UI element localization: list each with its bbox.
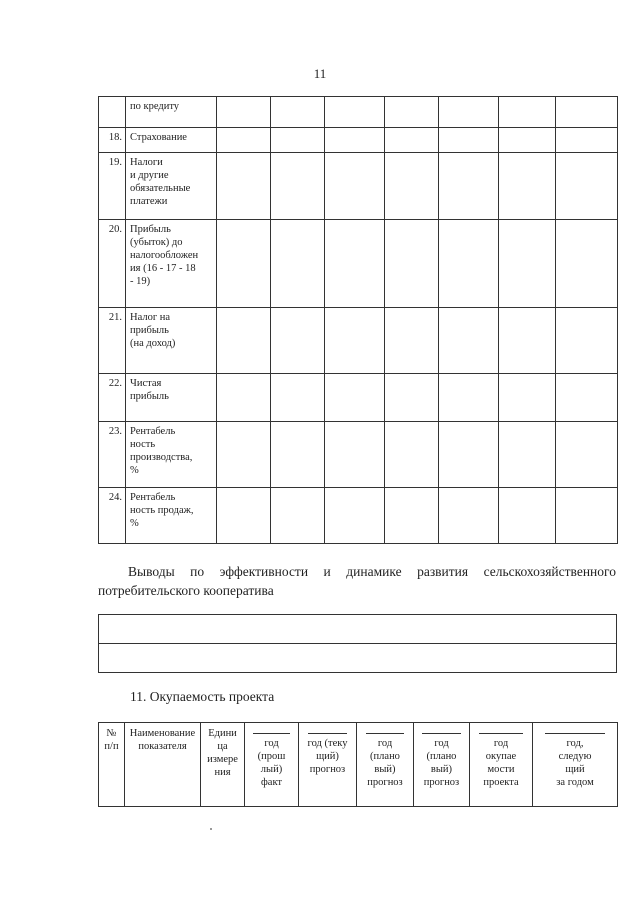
- row-number: 23.: [99, 422, 126, 488]
- header-label: год (плано вый) прогноз: [367, 738, 403, 788]
- page-number: 11: [313, 66, 327, 81]
- value-cell[interactable]: [556, 488, 618, 544]
- header-label: год (плано вый) прогноз: [423, 738, 460, 788]
- value-cell[interactable]: [271, 374, 325, 422]
- value-cell[interactable]: [499, 153, 556, 220]
- value-cell[interactable]: [439, 308, 499, 374]
- table-row: [99, 97, 618, 128]
- value-cell[interactable]: [325, 220, 385, 308]
- header-label: год (теку щий) прогноз: [307, 738, 348, 775]
- value-cell[interactable]: [385, 97, 439, 128]
- value-cell[interactable]: [499, 128, 556, 153]
- value-cell[interactable]: [217, 220, 271, 308]
- header-label: Едини ца измере ния: [207, 728, 238, 778]
- conclusions-text: [98, 562, 616, 600]
- indicator-name: Чистая прибыль: [126, 374, 217, 422]
- value-cell[interactable]: [217, 422, 271, 488]
- conclusions-line-2: потребительского кооператива: [98, 583, 274, 598]
- value-cell[interactable]: [217, 153, 271, 220]
- value-cell[interactable]: [325, 308, 385, 374]
- value-cell[interactable]: [325, 153, 385, 220]
- scan-speck: [210, 828, 212, 830]
- value-cell[interactable]: [271, 422, 325, 488]
- year-fill-line[interactable]: [479, 733, 522, 734]
- table-row: [99, 374, 618, 422]
- value-cell[interactable]: [499, 422, 556, 488]
- value-cell[interactable]: [556, 308, 618, 374]
- indicator-name: Страхование: [126, 128, 217, 153]
- value-cell[interactable]: [556, 153, 618, 220]
- value-cell[interactable]: [499, 488, 556, 544]
- header-cell: [99, 723, 125, 807]
- header-cell: [414, 723, 470, 807]
- value-cell[interactable]: [499, 97, 556, 128]
- value-cell[interactable]: [385, 488, 439, 544]
- header-cell: [245, 723, 299, 807]
- value-cell[interactable]: [439, 488, 499, 544]
- value-cell[interactable]: [271, 97, 325, 128]
- value-cell[interactable]: [439, 422, 499, 488]
- year-fill-line[interactable]: [422, 733, 460, 734]
- value-cell[interactable]: [439, 128, 499, 153]
- conclusions-blank-lines: [98, 614, 617, 673]
- conclusions-line-1: Выводы по эффективности и динамике развития сельскохозяйственного: [128, 564, 616, 579]
- value-cell[interactable]: [271, 488, 325, 544]
- value-cell[interactable]: [556, 374, 618, 422]
- header-cell: [299, 723, 357, 807]
- header-cell: [357, 723, 414, 807]
- value-cell[interactable]: [556, 128, 618, 153]
- row-number: 18.: [99, 128, 126, 153]
- section-heading: 11. Окупаемость проекта: [130, 689, 275, 704]
- value-cell[interactable]: [385, 422, 439, 488]
- header-cell: [125, 723, 201, 807]
- value-cell[interactable]: [271, 220, 325, 308]
- row-number: 24.: [99, 488, 126, 544]
- table-row: [99, 153, 618, 220]
- indicator-name: Прибыль (убыток) до налогообложен ия (16 - 17 - 18 - 19): [126, 220, 217, 308]
- value-cell[interactable]: [439, 220, 499, 308]
- value-cell[interactable]: [217, 97, 271, 128]
- value-cell[interactable]: [217, 488, 271, 544]
- row-number: 20.: [99, 220, 126, 308]
- year-fill-line[interactable]: [545, 733, 604, 734]
- value-cell[interactable]: [385, 374, 439, 422]
- value-cell[interactable]: [325, 97, 385, 128]
- indicator-name: Налоги и другие обязательные платежи: [126, 153, 217, 220]
- indicators-table-continued: [98, 96, 618, 544]
- header-row: [99, 723, 618, 807]
- value-cell[interactable]: [325, 488, 385, 544]
- value-cell[interactable]: [499, 220, 556, 308]
- indicator-name: Налог на прибыль (на доход): [126, 308, 217, 374]
- indicator-name: Рентабель ность производства, %: [126, 422, 217, 488]
- table-row: [99, 128, 618, 153]
- value-cell[interactable]: [217, 308, 271, 374]
- value-cell[interactable]: [556, 220, 618, 308]
- value-cell[interactable]: [325, 374, 385, 422]
- value-cell[interactable]: [439, 374, 499, 422]
- value-cell[interactable]: [439, 97, 499, 128]
- table-row: [99, 220, 618, 308]
- table-row: [99, 422, 618, 488]
- value-cell[interactable]: [385, 308, 439, 374]
- value-cell[interactable]: [499, 308, 556, 374]
- value-cell[interactable]: [556, 97, 618, 128]
- blank-line[interactable]: [99, 615, 617, 644]
- blank-line[interactable]: [99, 644, 617, 673]
- value-cell[interactable]: [271, 128, 325, 153]
- value-cell[interactable]: [499, 374, 556, 422]
- header-label: год, следую щий за годом: [556, 738, 594, 788]
- value-cell[interactable]: [271, 308, 325, 374]
- indicator-name: по кредиту: [126, 97, 217, 128]
- value-cell[interactable]: [385, 153, 439, 220]
- header-cell: [533, 723, 618, 807]
- row-number: 22.: [99, 374, 126, 422]
- value-cell[interactable]: [217, 128, 271, 153]
- header-label: Наименование показателя: [129, 728, 196, 752]
- header-label: № п/п: [104, 728, 119, 752]
- row-number: [99, 97, 126, 128]
- value-cell[interactable]: [385, 220, 439, 308]
- value-cell[interactable]: [271, 153, 325, 220]
- value-cell[interactable]: [217, 374, 271, 422]
- payback-table: [98, 722, 618, 807]
- indicator-name: Рентабель ность продаж, %: [126, 488, 217, 544]
- value-cell[interactable]: [556, 422, 618, 488]
- table-row: [99, 488, 618, 544]
- value-cell[interactable]: [325, 422, 385, 488]
- year-fill-line[interactable]: [253, 733, 290, 734]
- value-cell[interactable]: [439, 153, 499, 220]
- header-cell: [201, 723, 245, 807]
- header-label: год (прош лый) факт: [257, 738, 286, 788]
- header-cell: [470, 723, 533, 807]
- header-label: год окупае мости проекта: [483, 738, 519, 788]
- value-cell[interactable]: [325, 128, 385, 153]
- year-fill-line[interactable]: [308, 733, 348, 734]
- table-row: [99, 308, 618, 374]
- value-cell[interactable]: [385, 128, 439, 153]
- row-number: 19.: [99, 153, 126, 220]
- year-fill-line[interactable]: [366, 733, 405, 734]
- row-number: 21.: [99, 308, 126, 374]
